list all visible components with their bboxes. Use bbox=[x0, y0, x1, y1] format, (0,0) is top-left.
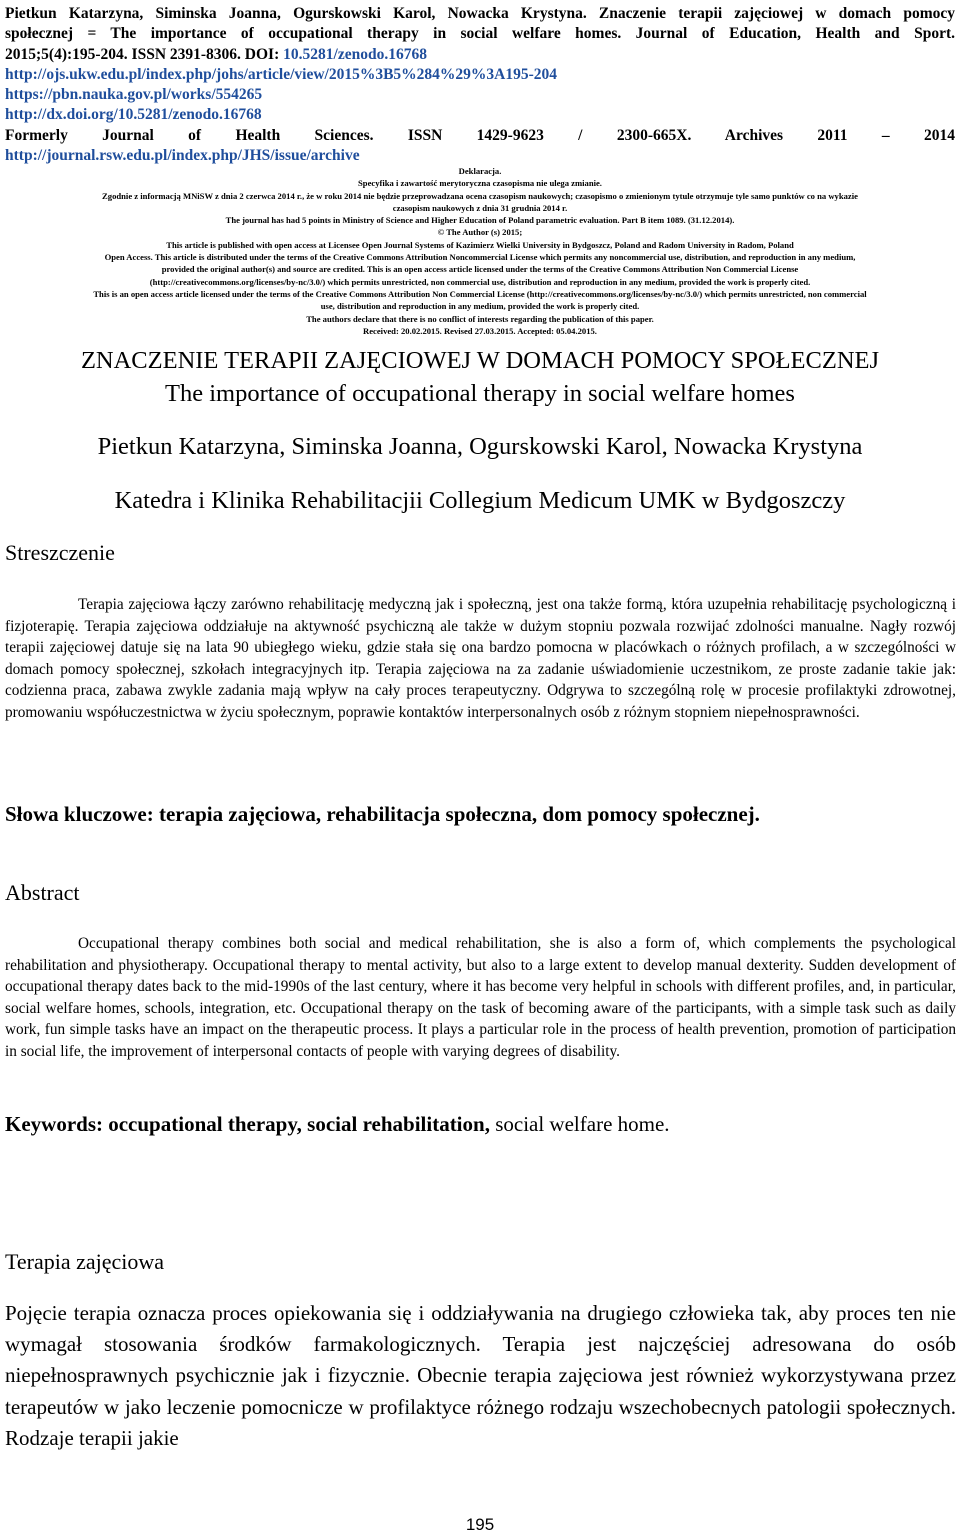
declaration-title: Deklaracja. bbox=[458, 166, 502, 176]
declaration-line: © The Author (s) 2015; bbox=[437, 227, 523, 238]
declaration-line: Received: 20.02.2015. Revised 27.03.2015. Accepted: 05.04.2015. bbox=[363, 325, 597, 336]
declaration-line: The journal has had 5 points in Ministry of Science and Higher Education of Poland parametric evaluation. Part B item 1089. (31.12.2014). bbox=[225, 215, 735, 226]
citation-line-1: Pietkun Katarzyna, Siminska Joanna, Ogurskowski Karol, Nowacka Krystyna. Znaczenie terapii zajęciowej w domach pomocy bbox=[5, 5, 955, 22]
abstract-paragraph bbox=[5, 933, 956, 1063]
declaration-line: czasopism naukowych z dnia 31 grudnia 2014 r. bbox=[392, 202, 568, 213]
ojs-link[interactable]: http://ojs.ukw.edu.pl/index.php/johs/article/view/2015%3B5%284%29%3A195-204 bbox=[5, 65, 558, 83]
title-polish: ZNACZENIE TERAPII ZAJĘCIOWEJ W DOMACH POMOCY SPOŁECZNEJ bbox=[80, 347, 880, 374]
declaration-line: provided the original author(s) and source are credited. This is an open access article licensed under the terms of the Creative Commons Attribution Non Commercial License bbox=[161, 264, 799, 275]
declaration-line: Specyfika i zawartość merytoryczna czasopisma nie ulega zmianie. bbox=[358, 178, 602, 189]
formerly-line: Formerly Journal of Health Sciences. ISSN 1429-9623 / 2300-665X. Archives 2011 – 2014 bbox=[5, 126, 955, 144]
title-english: The importance of occupational therapy in social welfare homes bbox=[165, 380, 795, 407]
keywords-bold: Keywords: occupational therapy, social rehabilitation, bbox=[5, 1112, 490, 1136]
dx-doi-link[interactable]: http://dx.doi.org/10.5281/zenodo.16768 bbox=[5, 106, 262, 124]
declaration-line: The authors declare that there is no conflict of interests regarding the publication of this paper. bbox=[306, 313, 654, 324]
pbn-link[interactable]: https://pbn.nauka.gov.pl/works/554265 bbox=[5, 86, 263, 104]
affiliation: Katedra i Klinika Rehabilitacjii Collegium Medicum UMK w Bydgoszczy bbox=[114, 487, 846, 514]
declaration-line: (http://creativecommons.org/licenses/by-nc/3.0/) which permits unrestricted, non commercial use, distribution and reproduction in any medium, provided the work is properly cited. bbox=[149, 276, 811, 287]
declaration-line: use, distribution and reproduction in any medium, provided the work is properly cited. bbox=[320, 301, 640, 312]
doi-link[interactable]: 10.5281/zenodo.16768 bbox=[283, 45, 427, 63]
citation-prefix: 2015;5(4):195-204. ISSN 2391-8306. DOI: bbox=[5, 45, 284, 63]
abstract-text: Occupational therapy combines both social and medical rehabilitation, she is also a form of, which complements the psychological rehabilitation and physiotherapy. Occupational therapy to mental activity, but also to a large extent to develop manual dexterity. Sudden development of occupational therapy dates back to the mid-1990s of the last century, where it has become very helpful in schools with different profiles, and, in particular, social welfare homes, schools, integration, etc. Occupational therapy on the task of becoming aware of the participants, with a simple task such as daily work, fun simple tasks have an impact on the therapeutic process. It plays a particular role in the process of health prevention, promotion of participation in social life, the improvement of interpersonal contacts of people with varying degrees of disability. bbox=[5, 935, 956, 1060]
keywords-line bbox=[5, 1112, 670, 1137]
archive-link[interactable]: http://journal.rsw.edu.pl/index.php/JHS/issue/archive bbox=[5, 147, 360, 165]
section-heading: Terapia zajęciowa bbox=[5, 1249, 165, 1274]
section-paragraph: Pojęcie terapia oznacza proces opiekowania się i oddziaływania na drugiego człowieka tak, aby proces ten nie wymagał stosowania środków farmakologicznych. Terapia jest najczęściej adresowana do osób niepełnosprawnych psychicznie jak i fizycznie. Obecnie terapia zajęciowa jest również wykorzystywana przez terapeutów w jako leczenie pomocnicze w profilaktyce różnego rodzaju wszechobecnych patologii społecznych. Rodzaje terapii jakie bbox=[5, 1301, 956, 1450]
citation-header bbox=[5, 4, 955, 166]
abstract-heading: Abstract bbox=[5, 880, 80, 905]
slowa-kluczowe: Słowa kluczowe: terapia zajęciowa, rehabilitacja społeczna, dom pomocy społecznej. bbox=[5, 802, 760, 826]
declaration-line: This article is published with open access at Licensee Open Journal Systems of Kazimierz Wielki University in Bydgoszcz, Poland and Radom University in Radom, Poland bbox=[166, 239, 794, 250]
citation-line-2: społecznej = The importance of occupational therapy in social welfare homes. Journal of Education, Health and Sport. bbox=[5, 25, 955, 43]
streszczenie-text: Terapia zajęciowa łączy zarówno rehabilitację medyczną jak i społeczną, jest ona także formą, która uzupełnia rehabilitację psychologiczną i fizjoterapię. Terapia zajęciowa oddziałuje na aktywność psychiczną ale także w dużym stopniu pozwala rozwijać zdolności manualne. Nagły rozwój terapii zajęciowej datuje się na lata 90 ubiegłego wieku, gdzie stała się ona bardzo pomocna w placówkach o różnych profilach, a w szczególności w domach pomocy społecznej, szkołach integracyjnych itp. Terapia zajęciowa na za zadanie uświadomienie uczestnikom, ze proste zadanie takie jak: codzienna praca, zabawa zwykle zadania mają wpływ na cały proces terapeutyczny. Odgrywa to szczególną rolę w procesie profilaktyki zdrowotnej, promowaniu współuczestnictwa w życiu społecznym, poprawie kontaktów interpersonalnych osób z różnym stopniem niepełnosprawności. bbox=[5, 596, 956, 721]
declaration-line: Open Access. This article is distributed under the terms of the Creative Commons Attribution Noncommercial License which permits any noncommercial use, distribution, and reproduction in any medium, bbox=[104, 252, 856, 263]
declaration-block bbox=[0, 165, 960, 337]
declaration-line: Zgodnie z informacją MNiSW z dnia 2 czerwca 2014 r., że w roku 2014 nie będzie przeprowadzana ocena czasopism naukowych; czasopismo o zmienionym tytule otrzymuje tyle samo punktów co na wykazie bbox=[102, 190, 858, 201]
citation-line-3 bbox=[5, 45, 955, 65]
streszczenie-paragraph bbox=[5, 594, 956, 724]
authors: Pietkun Katarzyna, Siminska Joanna, Ogurskowski Karol, Nowacka Krystyna bbox=[97, 433, 863, 460]
keywords-rest: social welfare home. bbox=[489, 1112, 670, 1136]
streszczenie-heading: Streszczenie bbox=[5, 540, 115, 565]
page-number: 195 bbox=[465, 1515, 495, 1534]
declaration-line: This is an open access article licensed under the terms of the Creative Commons Attribution Non Commercial License (http://creativecommons.org/licenses/by-nc/3.0/) which permits unrestricted, non commercial bbox=[93, 288, 867, 299]
